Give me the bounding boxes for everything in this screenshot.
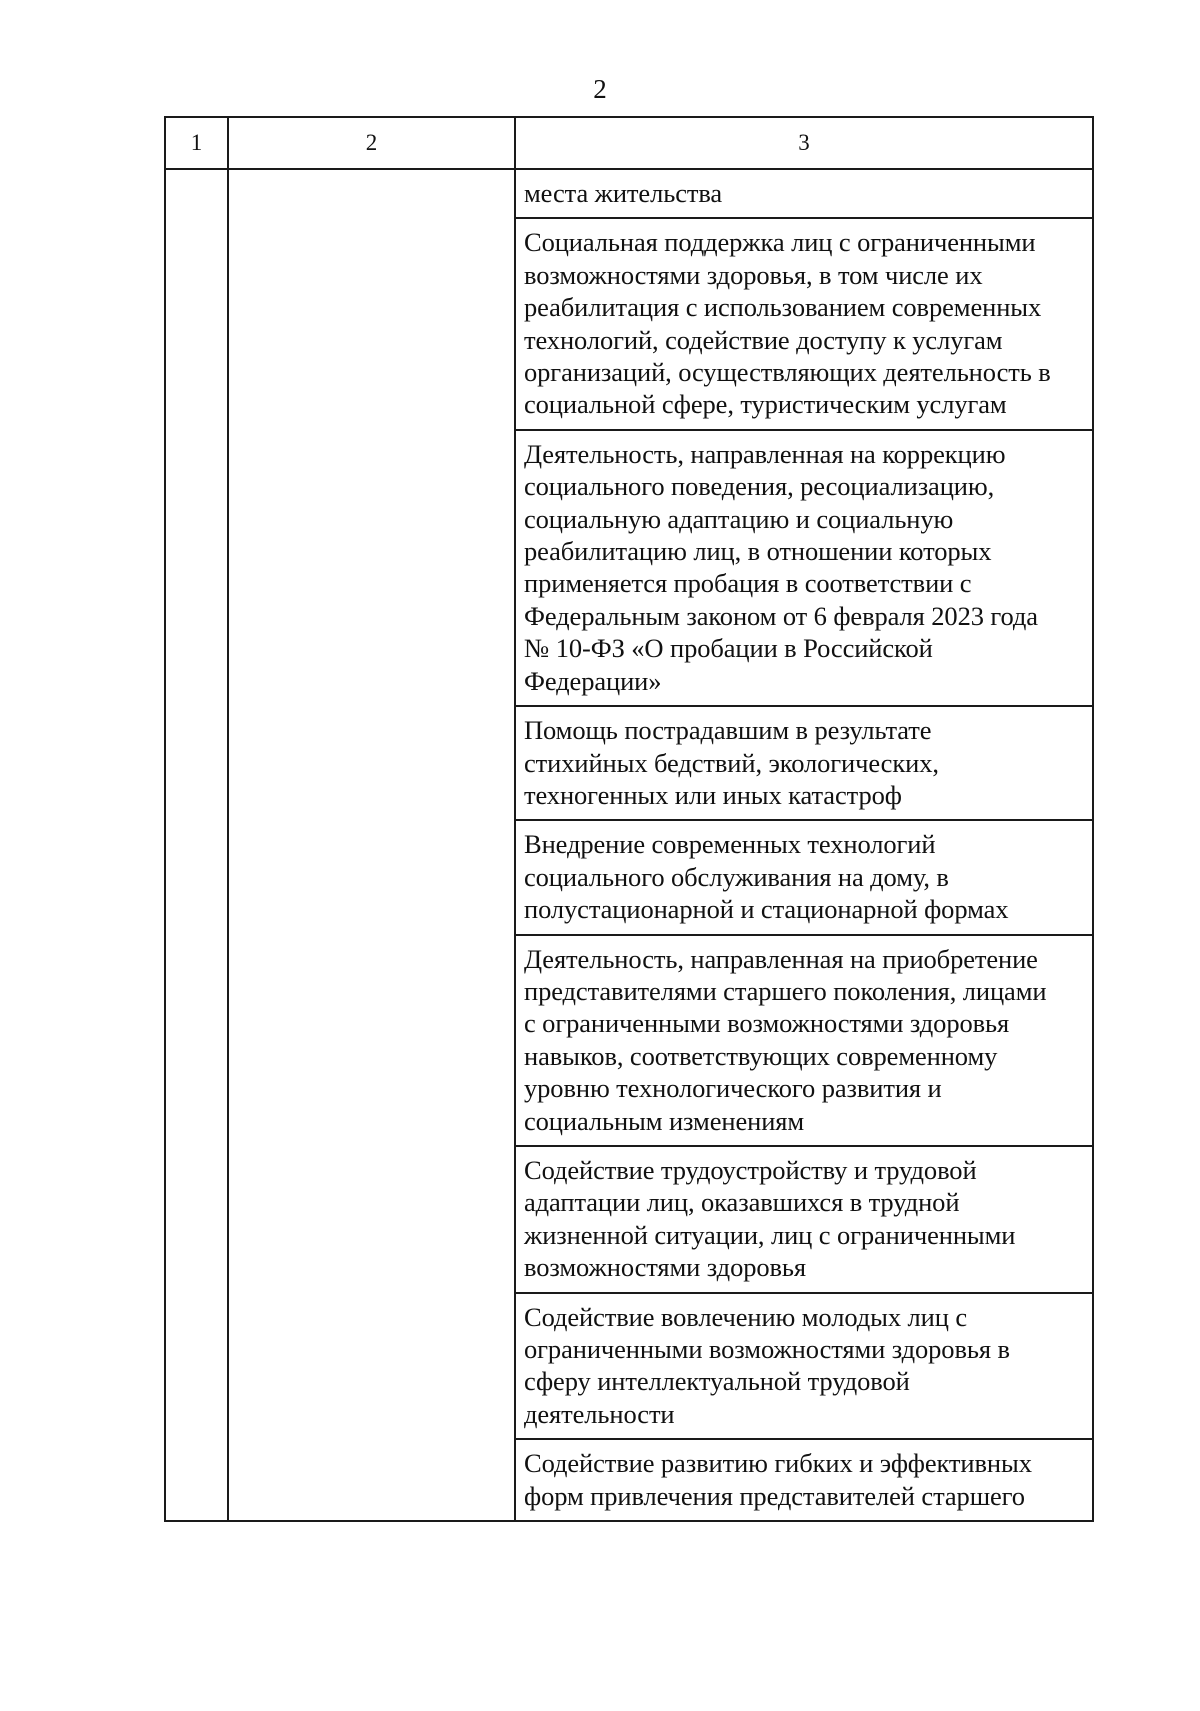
activity-text-line: места жительства xyxy=(524,178,723,208)
activity-text-line: социальной сфере, туристическим услугам xyxy=(524,389,1007,420)
activity-text-line: техногенных или иных катастроф xyxy=(524,779,902,810)
activity-cell xyxy=(515,935,1093,1146)
activity-cell xyxy=(515,1439,1093,1521)
activity-text-line: Помощь пострадавшим в результате xyxy=(524,715,932,746)
activity-text-line: социальную адаптацию и социальную xyxy=(524,503,954,534)
document-table xyxy=(164,116,1094,1522)
activity-text-line: полустационарной и стационарной формах xyxy=(524,894,1009,925)
activity-text-line: форм привлечения представителей старшего xyxy=(524,1480,1025,1511)
activity-text-line: применяется пробация в соответствии с xyxy=(524,568,972,599)
activity-text-line: реабилитацию лиц, в отношении которых xyxy=(524,536,992,567)
activity-cell xyxy=(515,820,1093,934)
activity-text-line: Федерации» xyxy=(524,665,662,696)
activity-text-line: Содействие развитию гибких и эффективных xyxy=(524,1448,1032,1479)
activity-text-line: сферу интеллектуальной трудовой xyxy=(524,1366,910,1397)
activity-text-line: Деятельность, направленная на коррекцию xyxy=(524,438,1006,469)
activity-cell xyxy=(515,706,1093,820)
activity-text-line: ограниченными возможностями здоровья в xyxy=(524,1334,1010,1364)
activity-text-line: жизненной ситуации, лиц с ограниченными xyxy=(524,1219,1016,1250)
activity-text-line: Федеральным законом от 6 февраля 2023 года xyxy=(524,600,1038,631)
activity-text-line: № 10-ФЗ «О пробации в Российской xyxy=(524,633,933,664)
table-header-row xyxy=(165,117,1093,169)
activity-cell xyxy=(515,1146,1093,1293)
activity-cell xyxy=(515,169,1093,218)
activity-text-line: с ограниченными возможностями здоровья xyxy=(524,1008,1010,1039)
activity-text-line: Внедрение современных технологий xyxy=(524,829,936,860)
activity-cell xyxy=(515,1293,1093,1440)
table-row xyxy=(165,169,1093,218)
activity-text-line: социального обслуживания на дому, в xyxy=(524,861,949,892)
activity-cell xyxy=(515,218,1093,429)
activity-text-line: социальным изменениям xyxy=(524,1105,805,1136)
column-2-cell xyxy=(228,169,515,1521)
activity-text-line: представителями старшего поколения, лицами xyxy=(524,975,1047,1006)
page-number: 2 xyxy=(593,74,607,104)
activity-text-line: технологий, содействие доступу к услугам xyxy=(524,324,1003,355)
activity-text-line: Деятельность, направленная на приобретение xyxy=(524,943,1038,974)
activity-text-line: деятельности xyxy=(524,1398,675,1429)
activity-cell xyxy=(515,430,1093,706)
activity-text-line: Социальная поддержка лиц с ограниченными xyxy=(524,227,1036,258)
activity-text-line: возможностями здоровья xyxy=(524,1252,807,1283)
column-header-2: 2 xyxy=(228,117,515,169)
activity-text-line: стихийных бедствий, экологических, xyxy=(524,747,939,778)
activity-text-line: организаций, осуществляющих деятельность в xyxy=(524,357,1051,388)
activity-text-line: Содействие трудоустройству и трудовой xyxy=(524,1154,977,1185)
column-header-3: 3 xyxy=(515,117,1093,169)
activity-text-line: адаптации лиц, оказавшихся в трудной xyxy=(524,1187,960,1218)
column-1-cell xyxy=(165,169,228,1521)
activity-text-line: навыков, соответствующих современному xyxy=(524,1040,998,1071)
activity-text-line: реабилитация с использованием современных xyxy=(524,292,1042,323)
activity-text-line: социального поведения, ресоциализацию, xyxy=(524,471,995,502)
activity-text-line: уровню технологического развития и xyxy=(524,1073,942,1104)
activity-text-line: Содействие вовлечению молодых лиц с xyxy=(524,1301,967,1332)
column-header-1: 1 xyxy=(165,117,228,169)
activity-text-line: возможностями здоровья, в том числе их xyxy=(524,259,983,290)
